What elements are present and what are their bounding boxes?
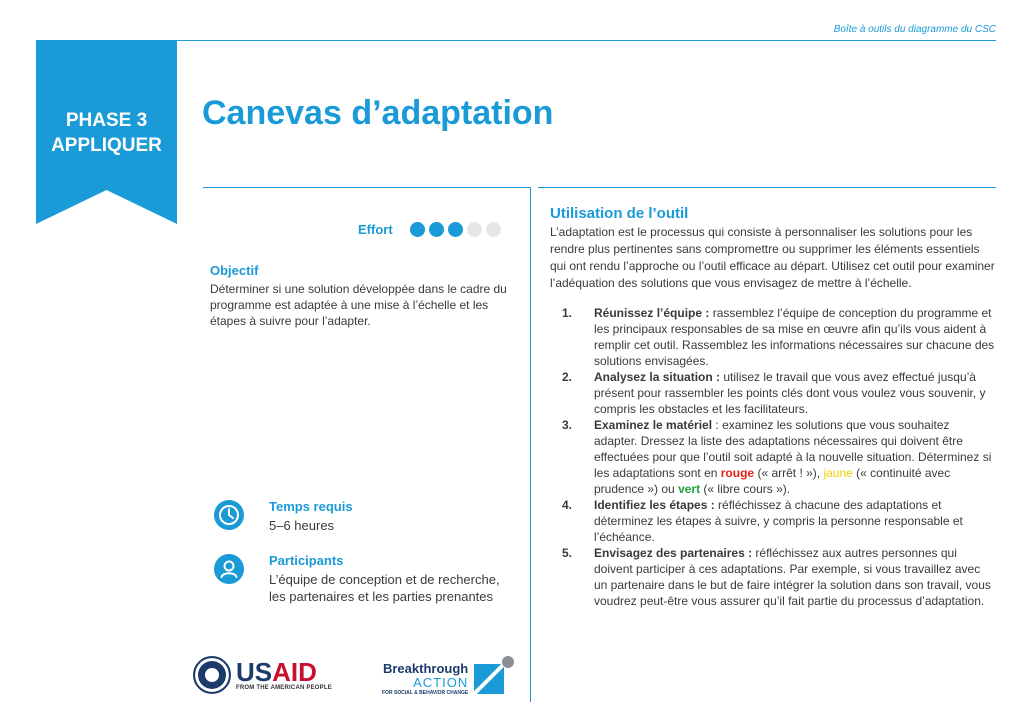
page-title: Canevas d’adaptation <box>202 94 554 132</box>
top-divider <box>176 40 996 41</box>
effort-dot <box>486 222 501 237</box>
usaid-logo <box>193 656 332 694</box>
bt-action: ACTION <box>413 675 469 690</box>
left-divider <box>203 187 530 188</box>
right-divider <box>538 187 996 188</box>
column-divider <box>530 187 531 702</box>
phase-name: APPLIQUER <box>51 135 162 156</box>
time-heading: Temps requis <box>269 499 353 514</box>
usage-heading: Utilisation de l’outil <box>550 205 689 222</box>
effort-dot <box>410 222 425 237</box>
breakthrough-action-logo <box>382 654 516 696</box>
breakthrough-mark-icon <box>472 654 516 696</box>
phase-banner <box>36 40 177 224</box>
phase-label: PHASE 3 <box>65 110 148 131</box>
bt-name: Breakthrough <box>382 661 469 676</box>
list-item: 3. Examinez le matériel : examinez les solutions que vous souhaitez adapter. Dressez la liste des adaptations nécessaires qui doivent être effectuées pour que l’outil soit adapté à la nouvelle situation. Déterminez si les adaptations sont en rouge (« arrêt ! »), jaune (« continuité avec prudence ») ou vert (« libre cours »). <box>562 418 992 496</box>
effort-rating <box>358 222 505 237</box>
person-icon <box>214 554 244 584</box>
list-item: 1. Réunissez l’équipe : rassemblez l’équipe de conception du programme et les principaux responsables de sa mise en œuvre afin qu’ils vous aident à remplir cet outil. Rassemblez les informations nécessaires sur chacune des solutions envisagées. <box>562 306 995 368</box>
list-item: 5. Envisagez des partenaires : réfléchissez aux autres personnes qui doivent participer à ces adaptations. Par exemple, si vous travaillez avec un partenaire dans le but de faire intégrer la solution dans son travail, vous voudrez peut-être vous assurer qu’il fait partie du processus d’adaptation. <box>562 546 991 608</box>
participants-value: L’équipe de conception et de recherche, les partenaires et les parties prenantes <box>269 572 500 604</box>
list-item: 2. Analysez la situation : utilisez le travail que vous avez effectué jusqu’à présent pour rassembler les points clés dont vous voulez vous souvenir, y compris les obstacles et les facilitateurs. <box>562 370 986 416</box>
usaid-seal-icon <box>193 656 231 694</box>
participants-heading: Participants <box>269 553 344 568</box>
objective-heading: Objectif <box>210 263 259 278</box>
status-green: vert <box>678 482 701 496</box>
steps-list <box>562 305 996 609</box>
effort-dot <box>429 222 444 237</box>
status-yellow: jaune <box>823 466 853 480</box>
toolkit-label: Boîte à outils du diagramme du CSC <box>833 24 996 35</box>
effort-label: Effort <box>358 222 393 237</box>
usaid-tagline: FROM THE AMERICAN PEOPLE <box>236 685 332 691</box>
bt-tagline: FOR SOCIAL & BEHAVIOR CHANGE <box>382 690 469 696</box>
effort-dots <box>410 222 505 237</box>
list-item: 4. Identifiez les étapes : réfléchissez à chacune des adaptations et déterminez les étapes à suivre, y compris la personne responsable et l’échéance. <box>562 498 963 544</box>
usaid-us: US <box>236 657 273 687</box>
effort-dot <box>448 222 463 237</box>
usage-intro: L’adaptation est le processus qui consiste à personnaliser les solutions pour les rendre plus pertinentes sans compromettre ou supprimer les éléments essentiels qui ont rendu l’approche ou l’outil efficace au départ. Utilisez cet outil pour examiner l’adéquation des solutions que vous envisagez de mettre à l’échelle. <box>550 225 995 290</box>
time-value: 5–6 heures <box>269 518 335 533</box>
status-red: rouge <box>720 466 755 480</box>
objective-text: Déterminer si une solution développée dans le cadre du programme est adaptée à une mise à l’échelle et les étapes à suivre pour l’adapter. <box>210 282 507 328</box>
effort-dot <box>467 222 482 237</box>
clock-icon <box>214 500 244 530</box>
usaid-aid: AID <box>272 657 317 687</box>
